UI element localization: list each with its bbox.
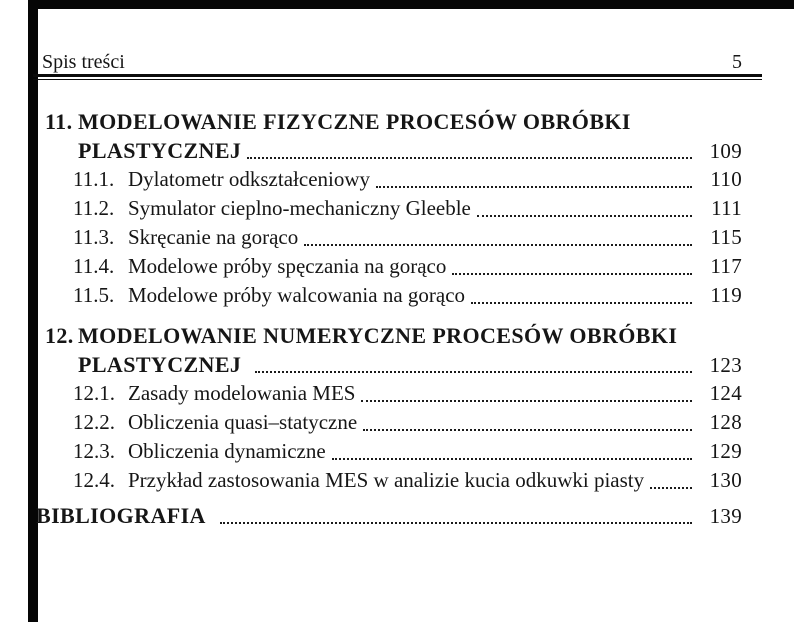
dot-leader <box>361 400 692 402</box>
entry-page-number: 110 <box>710 167 742 191</box>
bibliography-title: BIBLIOGRAFIA <box>36 503 206 528</box>
entry-number: 11.4. <box>73 254 115 278</box>
entry-page-number: 124 <box>709 381 742 405</box>
entry-page-number: 129 <box>709 439 742 463</box>
entry-number: 11.3. <box>73 225 115 249</box>
entry-page-number: 128 <box>709 410 742 434</box>
toc-entry-row <box>36 466 742 495</box>
entry-title: Symulator cieplno-mechaniczny Gleeble <box>128 196 471 220</box>
chapter-heading-row <box>36 321 742 350</box>
dot-leader <box>220 522 692 524</box>
entry-number: 11.5. <box>73 283 115 307</box>
dot-leader <box>452 273 692 275</box>
toc-entry-row <box>36 252 742 281</box>
scan-edge-top-bar <box>28 0 794 9</box>
dot-leader <box>363 429 692 431</box>
chapter-title-line2: PLASTYCZNEJ <box>78 138 242 163</box>
entry-number: 12.1. <box>73 381 115 405</box>
entry-number: 12.2. <box>73 410 115 434</box>
entry-number: 12.4. <box>73 468 115 492</box>
dot-leader <box>304 244 692 246</box>
dot-leader <box>650 487 692 489</box>
toc-entry-row <box>36 281 742 310</box>
entry-title: Zasady modelowania MES <box>128 381 356 405</box>
chapter-title-line1: MODELOWANIE FIZYCZNE PROCESÓW OBRÓBKI <box>78 109 631 134</box>
chapter-heading-row <box>36 136 742 165</box>
header-rule <box>33 74 762 80</box>
entry-number: 11.1. <box>73 167 115 191</box>
chapter-number: 12. <box>45 323 74 348</box>
dot-leader <box>255 371 692 373</box>
entry-title: Dylatometr odkształceniowy <box>128 167 371 191</box>
dot-leader <box>247 157 692 159</box>
dot-leader <box>376 186 692 188</box>
chapter-number: 11. <box>45 109 73 134</box>
dot-leader <box>477 215 692 217</box>
chapter-title-line1: MODELOWANIE NUMERYCZNE PROCESÓW OBRÓBKI <box>78 323 678 348</box>
entry-title: Obliczenia quasi–statyczne <box>128 410 358 434</box>
running-head <box>42 51 742 74</box>
entry-title: Skręcanie na gorąco <box>128 225 299 249</box>
entry-page-number: 117 <box>710 254 742 278</box>
entry-page-number: 109 <box>709 139 742 163</box>
entry-number: 11.2. <box>73 196 115 220</box>
entry-page-number: 115 <box>710 225 742 249</box>
toc-entry-row <box>36 408 742 437</box>
toc-entry-row <box>36 165 742 194</box>
entry-page-number: 123 <box>709 353 742 377</box>
page-number: 5 <box>732 51 742 73</box>
entry-page-number: 111 <box>711 196 742 220</box>
page-title: Spis treści <box>42 51 125 73</box>
chapter-heading-row <box>36 350 742 379</box>
entry-title: Modelowe próby walcowania na gorąco <box>128 283 466 307</box>
entry-title: Modelowe próby spęczania na gorąco <box>128 254 447 278</box>
chapter-title-line2: PLASTYCZNEJ <box>78 352 242 377</box>
entry-number: 12.3. <box>73 439 115 463</box>
entry-page-number: 130 <box>709 468 742 492</box>
chapter-heading-row <box>36 107 742 136</box>
toc-entry-row <box>36 379 742 408</box>
dot-leader <box>332 458 692 460</box>
dot-leader <box>471 302 692 304</box>
entry-title: Obliczenia dynamiczne <box>128 439 326 463</box>
toc-entry-row <box>36 437 742 466</box>
table-of-contents <box>36 100 742 530</box>
bibliography-row <box>36 501 742 530</box>
toc-entry-row <box>36 194 742 223</box>
toc-entry-row <box>36 223 742 252</box>
entry-page-number: 139 <box>709 504 742 528</box>
entry-page-number: 119 <box>710 283 742 307</box>
entry-title: Przykład zastosowania MES w analizie kucia odkuwki piasty <box>128 468 645 492</box>
